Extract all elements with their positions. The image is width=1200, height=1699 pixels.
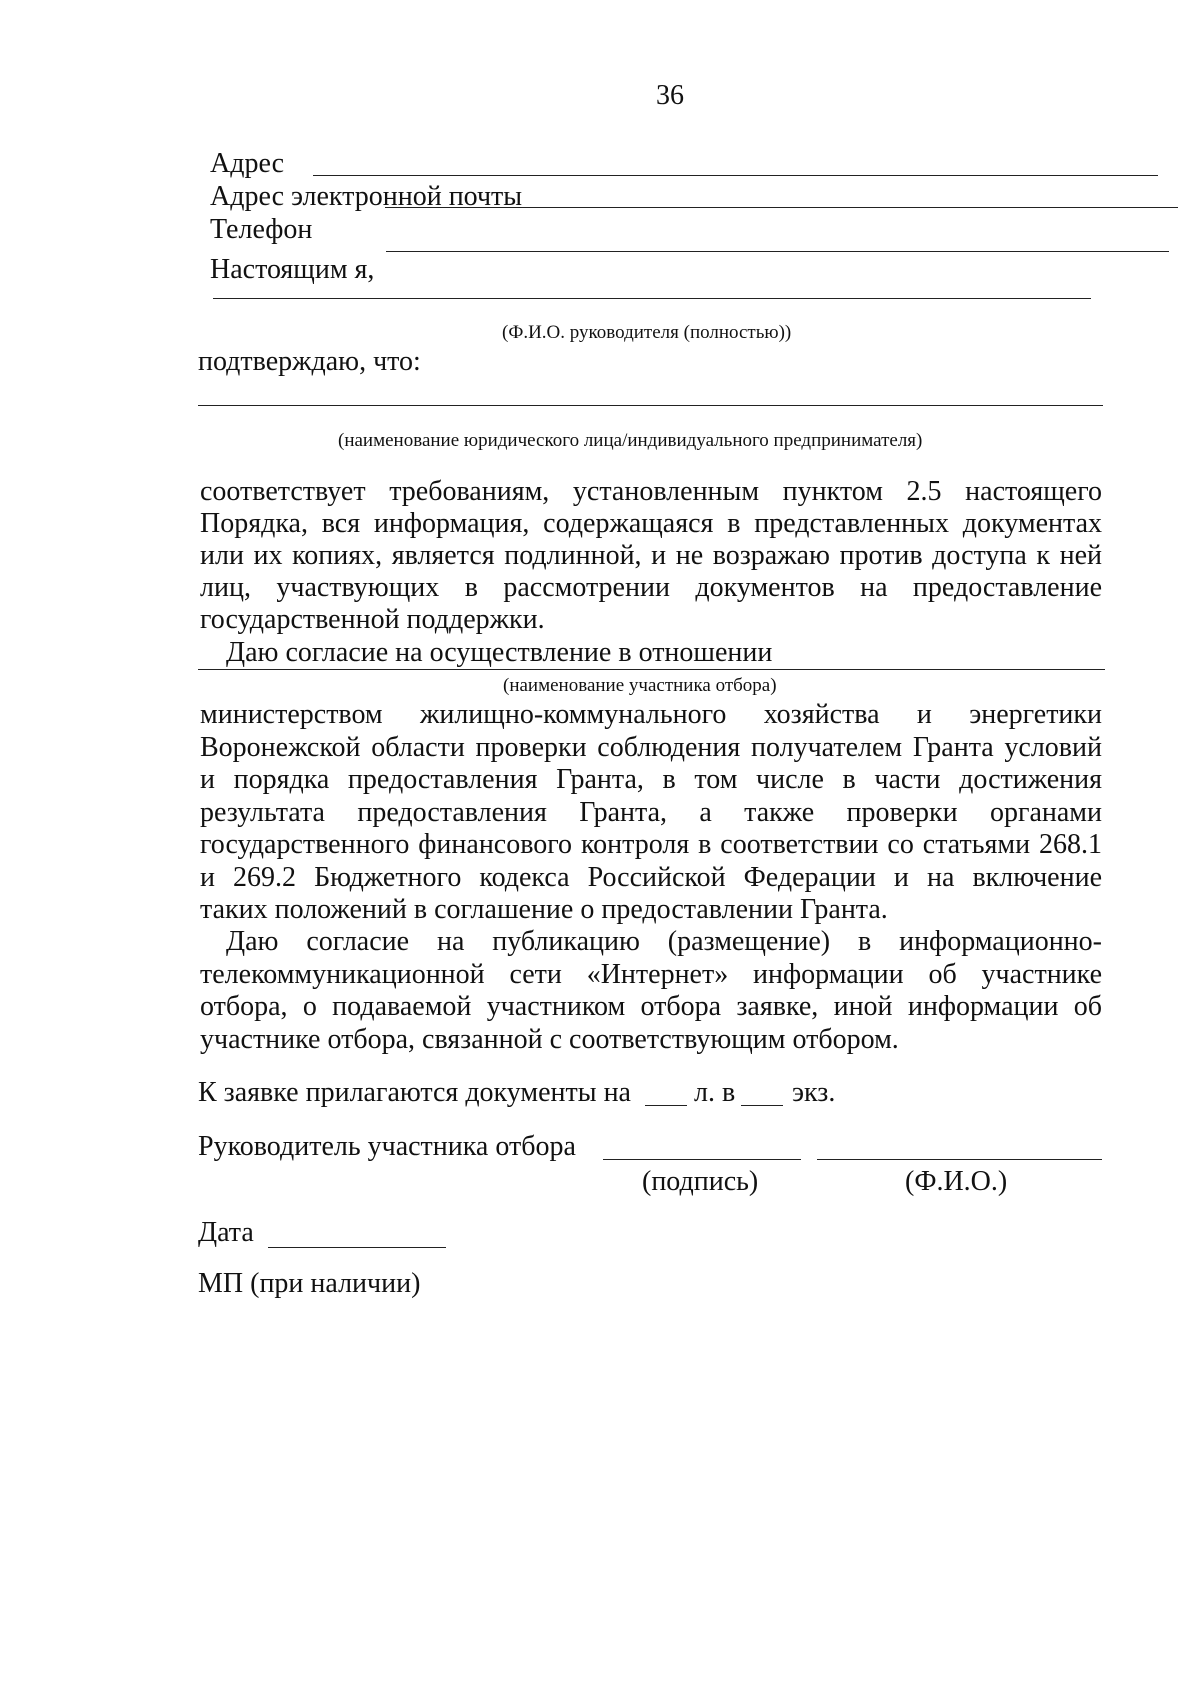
- signature-line: [603, 1159, 801, 1160]
- org-name-caption: (наименование юридического лица/индивидуального предпринимателя): [338, 430, 923, 451]
- date-line: [268, 1247, 446, 1248]
- copies-count-line: [741, 1105, 783, 1106]
- sheets-count-line: [645, 1105, 687, 1106]
- paragraph-3-line-2: телекоммуникационной сети «Интернет» информации об участнике: [200, 959, 1102, 990]
- fio-line: [213, 298, 1091, 299]
- date-label: Дата: [198, 1217, 254, 1248]
- address-label: Адрес: [210, 148, 285, 179]
- phone-label: Телефон: [210, 214, 313, 245]
- attachments-prefix: К заявке прилагаются документы на: [198, 1077, 631, 1108]
- paragraph-2-line-6: и 269.2 Бюджетного кодекса Российской Федерации и на включение: [200, 862, 1102, 893]
- signature-fio-caption: (Ф.И.О.): [905, 1166, 1008, 1197]
- paragraph-1-line-5: государственной поддержки.: [200, 604, 545, 635]
- hereby-label: Настоящим я,: [210, 254, 375, 285]
- head-label: Руководитель участника отбора: [198, 1131, 576, 1162]
- paragraph-3-line-4: участнике отбора, связанной с соответствующим отбором.: [200, 1024, 899, 1055]
- participant-name-line: [198, 669, 1105, 670]
- paragraph-2-line-4: результата предоставления Гранта, а также проверки органами: [200, 797, 1102, 828]
- paragraph-1-line-3: или их копиях, является подлинной, и не возражаю против доступа к ней: [200, 540, 1102, 571]
- address-line: [313, 175, 1158, 176]
- stamp-label: МП (при наличии): [198, 1268, 421, 1299]
- signature-caption: (подпись): [642, 1166, 759, 1197]
- consent-line: Даю согласие на осуществление в отношении: [226, 637, 773, 668]
- attachments-sheets: л. в: [694, 1077, 736, 1108]
- paragraph-3-line-3: отбора, о подаваемой участником отбора заявке, иной информации об: [200, 991, 1102, 1022]
- confirm-label: подтверждаю, что:: [198, 346, 421, 377]
- paragraph-2-line-7: таких положений в соглашение о предоставлении Гранта.: [200, 894, 888, 925]
- attachments-copies: экз.: [792, 1077, 836, 1108]
- phone-line: [386, 251, 1169, 252]
- page-number: 36: [656, 80, 684, 111]
- participant-name-caption: (наименование участника отбора): [503, 675, 777, 696]
- paragraph-2-line-1: министерством жилищно-коммунального хозяйства и энергетики: [200, 699, 1102, 730]
- paragraph-2-line-3: и порядка предоставления Гранта, в том числе в части достижения: [200, 764, 1102, 795]
- signature-fio-line: [817, 1159, 1102, 1160]
- paragraph-3-line-1: Даю согласие на публикацию (размещение) в информационно-: [226, 926, 1102, 957]
- org-name-line: [198, 405, 1103, 406]
- fio-head-caption: (Ф.И.О. руководителя (полностью)): [502, 322, 792, 343]
- paragraph-1-line-4: лиц, участвующих в рассмотрении документов на предоставление: [200, 572, 1102, 603]
- paragraph-2-line-5: государственного финансового контроля в соответствии со статьями 268.1: [200, 829, 1102, 860]
- paragraph-1-line-1: соответствует требованиям, установленным пунктом 2.5 настоящего: [200, 476, 1102, 507]
- paragraph-1-line-2: Порядка, вся информация, содержащаяся в представленных документах: [200, 508, 1102, 539]
- email-line: [385, 207, 1178, 208]
- paragraph-2-line-2: Воронежской области проверки соблюдения получателем Гранта условий: [200, 732, 1102, 763]
- email-label: Адрес электронной почты: [210, 181, 523, 212]
